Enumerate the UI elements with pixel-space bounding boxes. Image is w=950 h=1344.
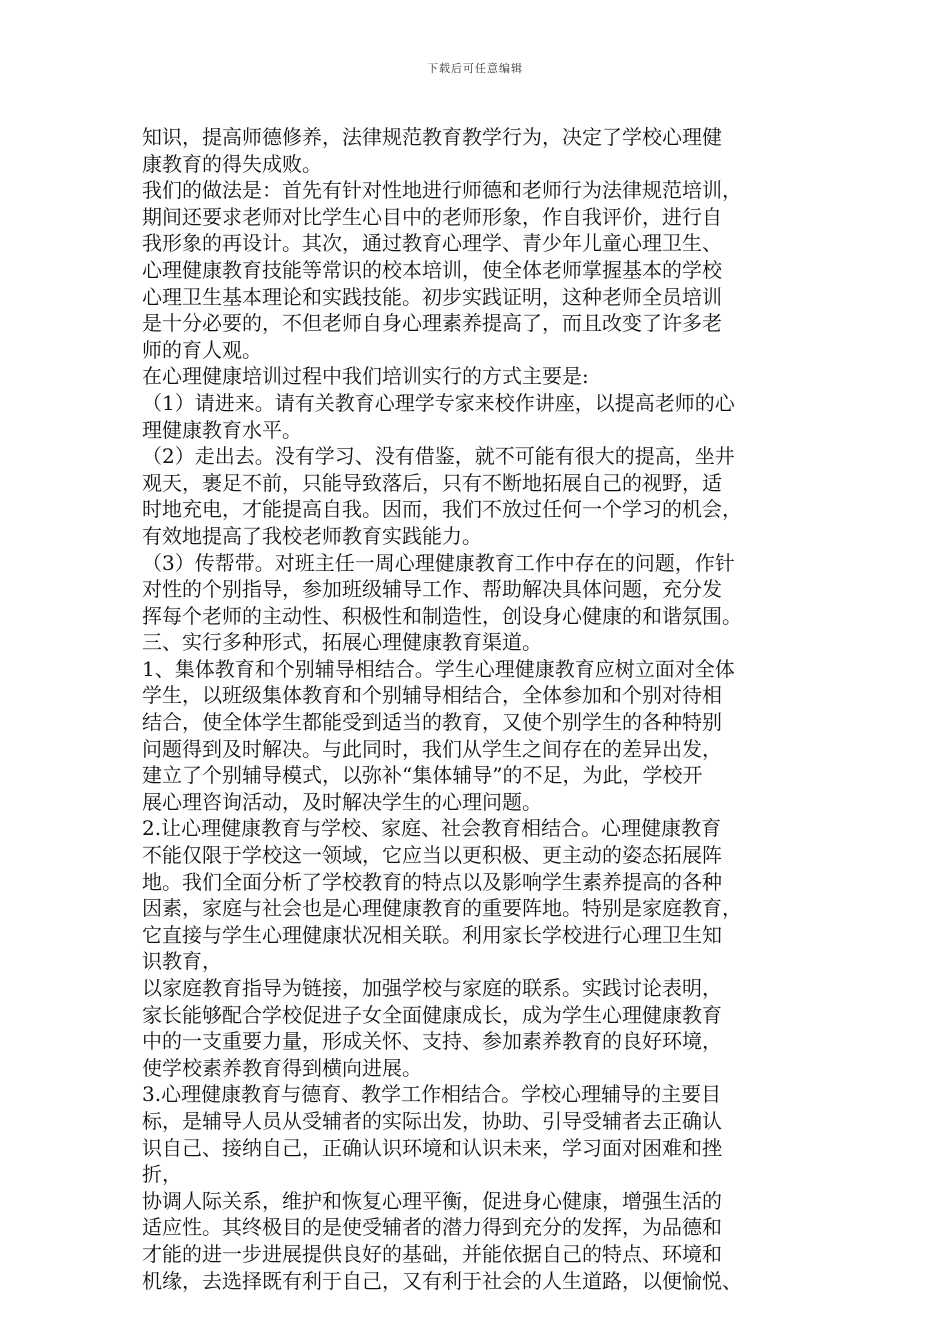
text-line: 心理健康教育技能等常识的校本培训，使全体老师掌握基本的学校 — [142, 257, 722, 282]
text-line: 地。我们全面分析了学校教育的特点以及影响学生素养提高的各种 — [142, 869, 722, 894]
text-line: 是十分必要的，不但老师自身心理素养提高了，而且改变了许多老 — [142, 311, 722, 336]
text-line: 我形象的再设计。其次，通过教育心理学、青少年儿童心理卫生、 — [142, 231, 722, 256]
text-line: 才能的进一步进展提供良好的基础，并能依据自己的特点、环境和 — [142, 1241, 722, 1266]
text-line: 中的一支重要力量，形成关怀、支持、参加素养教育的良好环境， — [142, 1029, 722, 1054]
text-line: 观天，裹足不前，只能导致落后，只有不断地拓展自己的视野，适 — [142, 470, 722, 495]
text-line: 期间还要求老师对比学生心目中的老师形象，作自我评价，进行自 — [142, 204, 722, 229]
text-line: 折， — [142, 1162, 182, 1187]
text-line: 使学校素养教育得到横向进展。 — [142, 1055, 422, 1080]
text-line: 2.让心理健康教育与学校、家庭、社会教育相结合。心理健康教育 — [142, 816, 722, 841]
text-line: 我们的做法是：首先有针对性地进行师德和老师行为法律规范培训， — [142, 178, 742, 203]
text-line: 理健康教育水平。 — [142, 417, 302, 442]
text-line: 心理卫生基本理论和实践技能。初步实践证明，这种老师全员培训 — [142, 284, 722, 309]
text-line: 适应性。其终极目的是使受辅者的潜力得到充分的发挥，为品德和 — [142, 1215, 722, 1240]
text-line: 建立了个别辅导模式，以弥补“集体辅导”的不足，为此，学校开 — [142, 763, 703, 788]
text-line: 机缘，去选择既有利于自己，又有利于社会的人生道路，以便愉悦、 — [142, 1268, 742, 1293]
text-line: 标，是辅导人员从受辅者的实际出发，协助、引导受辅者去正确认 — [142, 1108, 722, 1133]
text-line: 以家庭教育指导为链接，加强学校与家庭的联系。实践讨论表明， — [142, 976, 722, 1000]
text-line: 识教育， — [142, 949, 222, 974]
document-body — [142, 124, 822, 1294]
text-line: （2）走出去。没有学习、没有借鉴，就不可能有很大的提高，坐井 — [142, 444, 735, 469]
text-line: 挥每个老师的主动性、积极性和制造性，创设身心健康的和谐氛围。 — [142, 603, 742, 628]
text-line: 1、集体教育和个别辅导相结合。学生心理健康教育应树立面对全体 — [142, 656, 735, 681]
text-line: 对性的个别指导，参加班级辅导工作、帮助解决具体问题，充分发 — [142, 577, 722, 602]
text-line: 展心理咨询活动，及时解决学生的心理问题。 — [142, 789, 542, 814]
text-line: 识自己、接纳自己，正确认识环境和认识未来，学习面对困难和挫 — [142, 1135, 722, 1160]
text-line: 问题得到及时解决。与此同时，我们从学生之间存在的差异出发， — [142, 736, 722, 761]
text-line: 不能仅限于学校这一领域，它应当以更积极、更主动的姿态拓展阵 — [142, 843, 722, 868]
section-heading: 三、实行多种形式，拓展心理健康教育渠道。 — [142, 630, 542, 655]
text-line: 有效地提高了我校老师教育实践能力。 — [142, 523, 482, 548]
page-header: 下载后可任意编辑 — [427, 62, 523, 75]
text-line: 师的育人观。 — [142, 337, 262, 362]
text-line: 结合，使全体学生都能受到适当的教育，又使个别学生的各种特别 — [142, 710, 722, 735]
text-line: 在心理健康培训过程中我们培训实行的方式主要是: — [142, 364, 589, 389]
text-line: 知识，提高师德修养，法律规范教育教学行为，决定了学校心理健 — [142, 125, 722, 149]
text-line: 康教育的得失成败。 — [142, 151, 322, 176]
text-line: 因素，家庭与社会也是心理健康教育的重要阵地。特别是家庭教育， — [142, 896, 742, 921]
text-line: 学生，以班级集体教育和个别辅导相结合，全体参加和个别对待相 — [142, 683, 722, 708]
text-line: 家长能够配合学校促进子女全面健康成长，成为学生心理健康教育 — [142, 1002, 722, 1027]
text-line: （1）请进来。请有关教育心理学专家来校作讲座，以提高老师的心 — [142, 390, 735, 415]
text-line: 它直接与学生心理健康状况相关联。利用家长学校进行心理卫生知 — [142, 922, 722, 947]
text-line: 时地充电，才能提高自我。因而，我们不放过任何一个学习的机会， — [142, 497, 742, 522]
text-line: 协调人际关系，维护和恢复心理平衡，促进身心健康，增强生活的 — [142, 1188, 722, 1213]
text-line: （3）传帮带。对班主任一周心理健康教育工作中存在的问题，作针 — [142, 550, 735, 575]
text-line: 3.心理健康教育与德育、教学工作相结合。学校心理辅导的主要目 — [142, 1082, 722, 1107]
